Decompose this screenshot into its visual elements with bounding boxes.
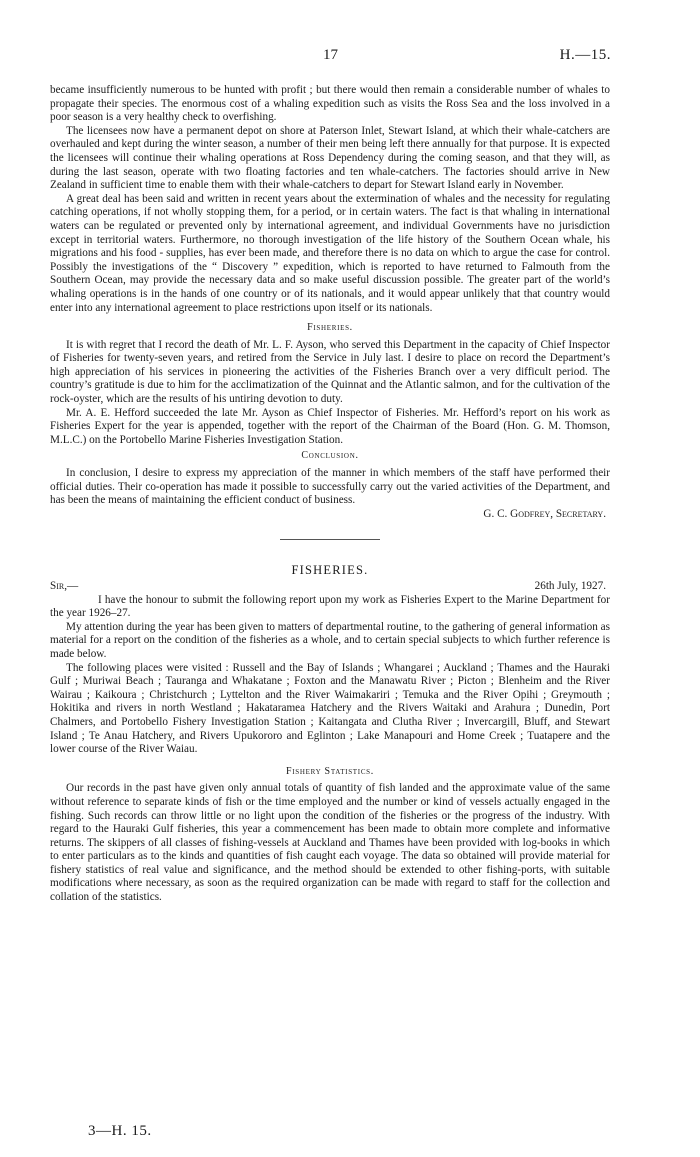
conclusion-heading: Conclusion. bbox=[301, 450, 359, 462]
statistics-heading: Fishery Statistics. bbox=[286, 765, 374, 777]
footer-reference: 3—H. 15. bbox=[88, 1123, 152, 1139]
report-paragraph-1: I have the honour to submit the following report upon my work as Fisheries Expert to the Marine Department for the year 1926–27. bbox=[50, 593, 610, 620]
report-paragraph-3: The following places were visited : Russell and the Bay of Islands ; Whangarei ; Auckland ; Thames and the Hauraki Gulf ; Muriwai Beach ; Tauranga and Whakatane ; Foxton and the Manawatu River ; Picton ; Blenheim and the River Wairau ; Kaikoura ; Christchurch ; Lyttelton and the River Waimakariri ; Temuka and the River Opihi ; Greymouth ; Hokitika and rivers in north Westland ; Hakataramea Hatchery and the Rivers Waitaki and Arahura ; Dunedin, Port Chalmers, and Portobello Fishery Investigation Station ; Kaitangata and Clutha River ; Invercargill, Bluff, and Stewart Island ; Te Anau Hatchery, and Rivers Upukororo and Eglinton ; Lake Manapouri and Home Creek ; Tuatapere and the lower course of the River Waiau. bbox=[50, 661, 610, 756]
fisheries-paragraph-1: It is with regret that I record the death of Mr. L. F. Ayson, who served this Department in the capacity of Chief Inspector of Fisheries for twenty-seven years, and retired from the Service in July last. I desire to place on record the Department’s high appreciation of his services in pioneering the activities of the Fisheries Branch over a very difficult period. The country’s gratitude is due to him for the acclimatization of the Quinnat and the Atlantic salmon, and for the cultivation of the rock-oyster, which are the results of his untiring devotion to duty. bbox=[50, 338, 610, 406]
whaling-paragraph-1: became insufficiently numerous to be hunted with profit ; but there would then remain a considerable number of whales to propagate their species. The enormous cost of a whaling expedition such as visits the Ross Sea and the loss involved in a poor season is a very healthy check to overfishing. bbox=[50, 84, 610, 124]
conclusion-paragraph: In conclusion, I desire to express my appreciation of the manner in which members of the staff have performed their official duties. Their co-operation has made it possible to successfully carry out the varied activities of the Department, and has been the means of maintaining the efficient conduct of business. bbox=[50, 467, 610, 507]
report-paragraph-2: My attention during the year has been given to matters of departmental routine, to the gathering of general information as material for a report on the condition of the fisheries as a whole, and to certain special subjects to which further reference is made below. bbox=[50, 620, 610, 660]
fisheries-paragraph-2: Mr. A. E. Hefford succeeded the late Mr. Ayson as Chief Inspector of Fisheries. Mr. Hefford’s report on his work as Fisheries Expert for the year is appended, together with the report of the Chairman of the Board (Hon. G. M. Thomson, M.L.C.) on the Portobello Marine Fisheries Investigation Station. bbox=[50, 406, 610, 446]
section-divider bbox=[280, 539, 380, 540]
document-body bbox=[50, 84, 610, 905]
statistics-paragraph: Our records in the past have given only annual totals of quantity of fish landed and the approximate value of the same without reference to separate kinds of fish or the time employed and the number or kind of vessels actually engaged in the fishing. Such records can throw little or no light upon the condition of the fisheries or the progress of the industry. With regard to the Hauraki Gulf fisheries, this year a commencement has been made to obtain more complete and informative returns. The skippers of all classes of fishing-vessels at Auckland and Thames have been provided with log-books in which to enter particulars as to the kinds and quantities of fish caught each voyage. The data so obtained will provide material for fishery statistics of real value and significance, and the method should be extended to other fishing-ports, with suitable modifications where necessary, as soon as the required organization can be made with regard to staff for the collection and collation of the statistics. bbox=[50, 782, 610, 904]
secretary-signature: G. C. Godfrey, Secretary. bbox=[483, 507, 606, 520]
salutation: Sir,— bbox=[50, 580, 79, 592]
fisheries-heading: Fisheries. bbox=[307, 322, 353, 334]
salutation-line bbox=[50, 580, 610, 594]
whaling-paragraph-3: A great deal has been said and written in recent years about the extermination of whales and the necessity for regulating catching operations, if not wholly stopping them, for a period, or in certain waters. The fact is that whaling in international waters can be regulated or prevented only by international agreement, and individual Governments have no jurisdiction except in territorial waters. Furthermore, no thorough investigation of the life history of the Southern Ocean whale, his migrations and his food - supplies, has ever been made, and therefore there is no data on which to argue the case for control. Possibly the investigations of the “ Discovery ” expedition, which is reported to have returned to Falmouth from the Southern Ocean, may provide the necessary data and so make useful discussion possible. The greater part of the world’s whaling operations is in the hands of one country or of its nationals, and it would appear unlikely that that country would enter into any international agreement to place restrictions upon itself or its nationals. bbox=[50, 192, 610, 314]
whaling-paragraph-2: The licensees now have a permanent depot on shore at Paterson Inlet, Stewart Island, at which their whale-catchers are overhauled and kept during the winter season, a number of their men being left there annually for that purpose. It is expected the licensees will continue their whaling operations at Ross Dependency during the coming season, and that they will, as during the last season, operate with two floating factories and ten whale-catchers. The factories should arrive in New Zealand in sufficient time to enable them with their whale-catchers to depart for Stewart Island early in November. bbox=[50, 124, 610, 192]
document-reference: H.—15. bbox=[559, 47, 611, 63]
report-date: 26th July, 1927. bbox=[534, 580, 606, 592]
report-title: FISHERIES. bbox=[291, 563, 369, 578]
page-number: 17 bbox=[323, 47, 338, 63]
